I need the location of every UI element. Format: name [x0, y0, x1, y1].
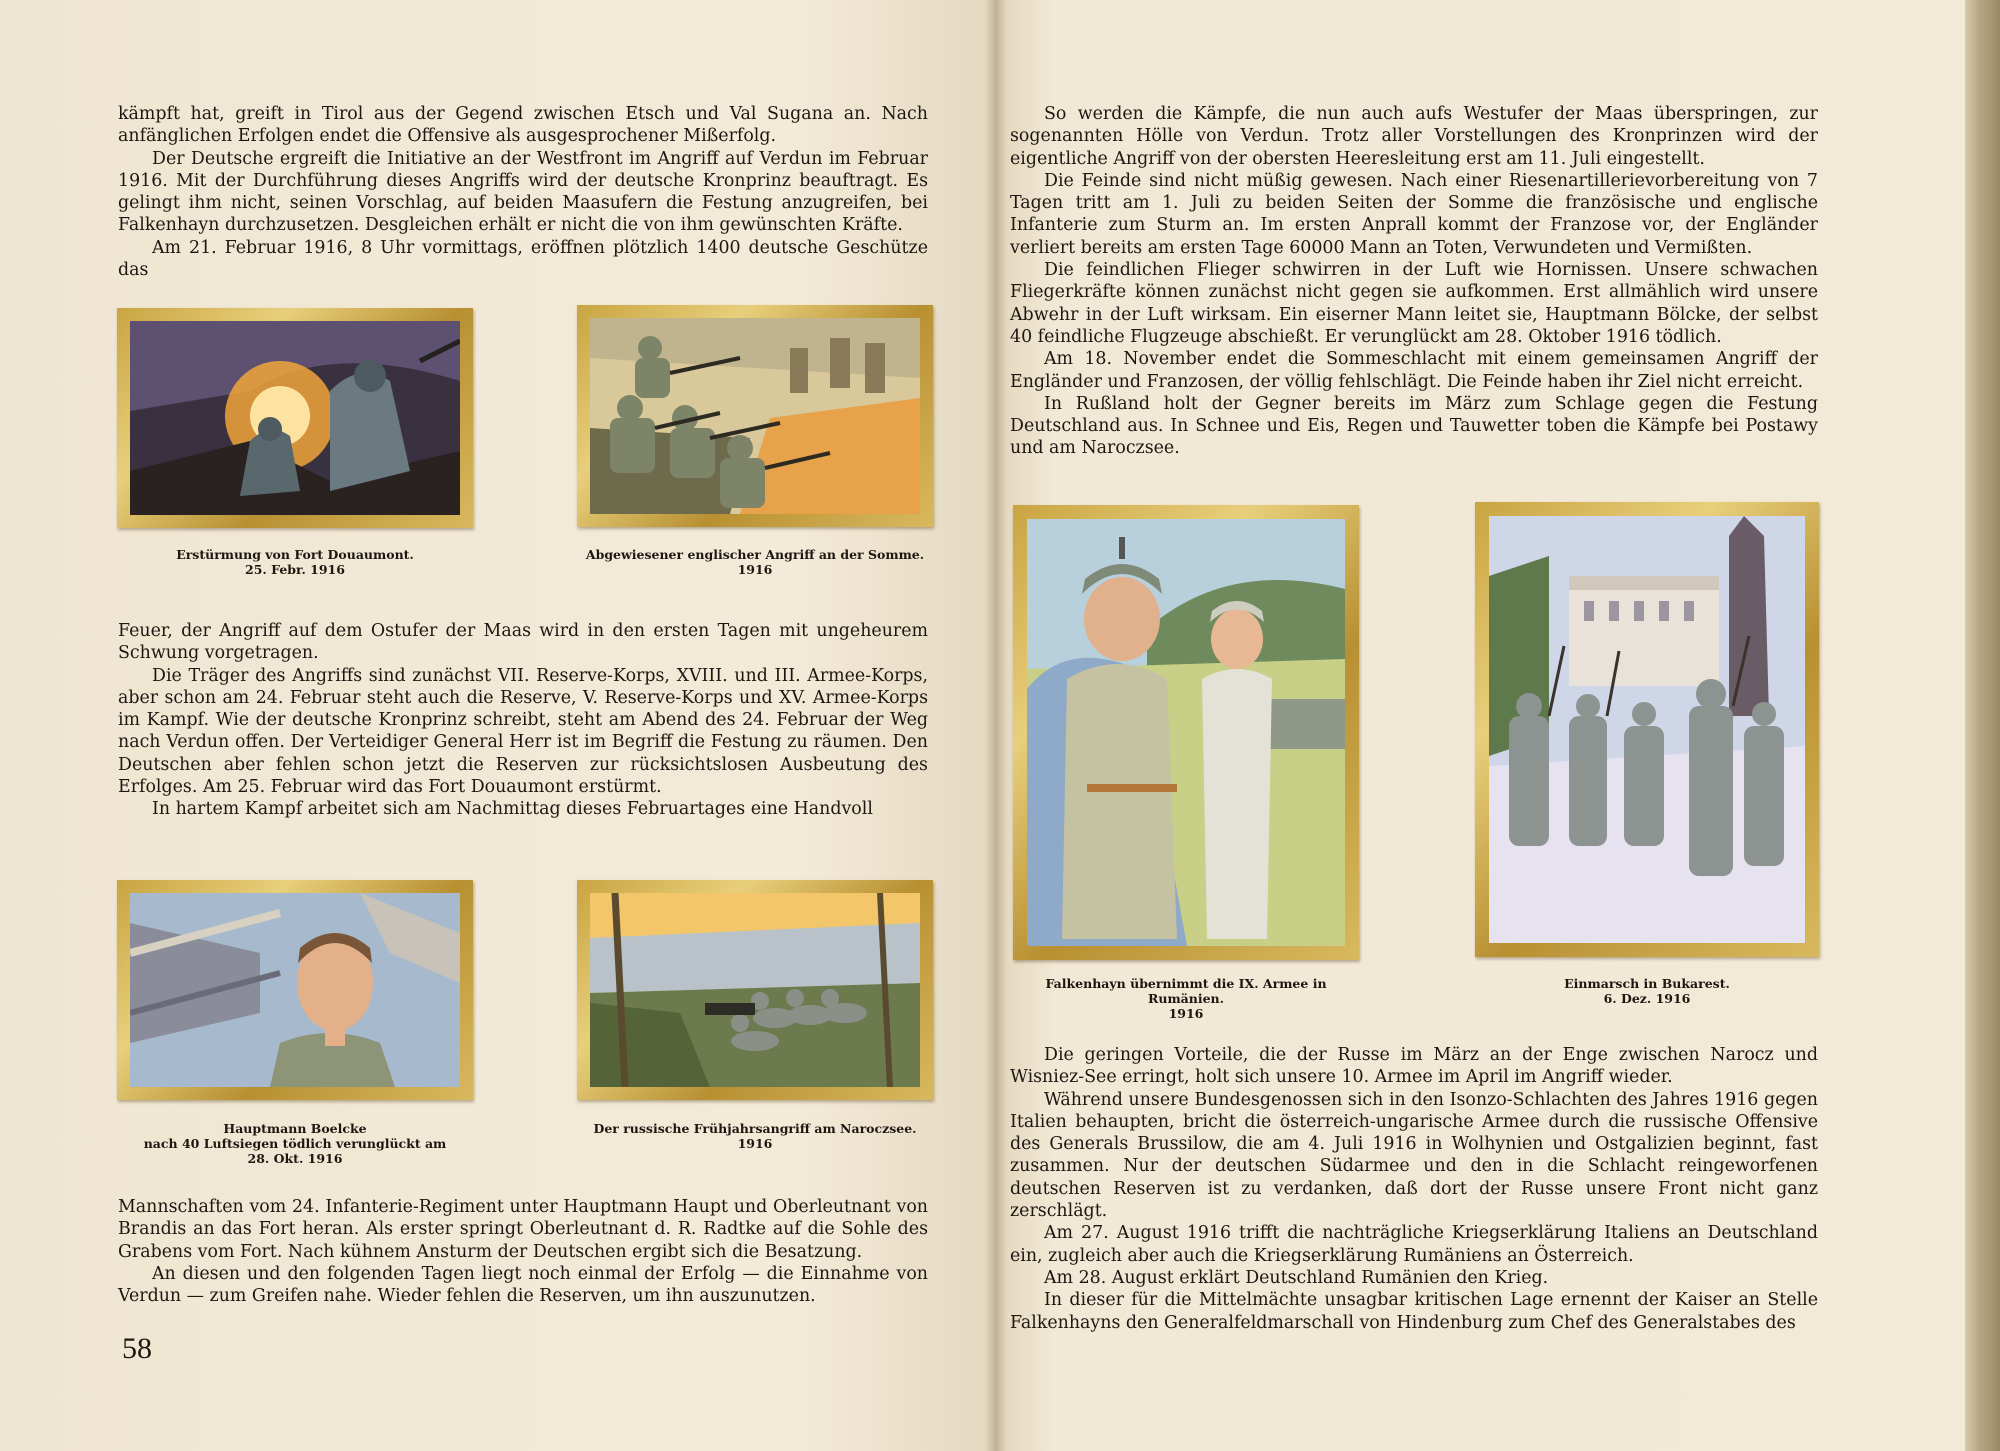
paragraph: Der Deutsche ergreift die Initiative an der Westfront im Angriff auf Verdun im Februar 1916. Mit der Durchführung dieses Angriffs wird der deutsche Kronprinz beauftragt. Es gelingt ihm nicht, seinen Vorschlag, auf beiden Maasufern die Festung anzugreifen, bei Falkenhayn durchzusetzen. Desgleichen erhält er nicht die von ihm gewünschten Kräfte. — [118, 148, 928, 236]
paragraph: Die feindlichen Flieger schwirren in der Luft wie Hornissen. Unsere schwachen Fliegerkräfte können zunächst nicht gegen sie aufkommen. Erst allmählich wird unsere Abwehr in der Luft wirksam. Ein eiserner Mann leitet sie, Hauptmann Bölcke, der selbst 40 feindliche Flugzeuge abschießt. Er verunglückt am 28. Oktober 1916 tödlich. — [1010, 260, 1818, 347]
caption-line: Der russische Frühjahrsangriff am Naroczsee. — [593, 1121, 917, 1136]
caption-bukarest — [1475, 976, 1819, 1006]
paragraph: Die Träger des Angriffs sind zunächst VII. Reserve-Korps, XVIII. und III. Armee-Korps, aber schon am 24. Februar steht auch die Reserve, V. Reserve-Korps und XV. Armee-Korps im Kampf. Wie der deutsche Kronprinz schreibt, steht am Abend des 24. Februar der Weg nach Verdun offen. Der Verteidiger General Herr ist im Begriff die Festung zu räumen. Den Deutschen aber fehlen schon jetzt die Reserven zur rücksichtslosen Ausbeutung des Erfolges. Am 25. Februar wird das Fort Douaumont erstürmt. — [118, 665, 928, 798]
caption-line: Abgewiesener englischer Angriff an der Somme. — [585, 547, 925, 562]
card-boelcke — [117, 880, 473, 1100]
right-text-block-2 — [1010, 1044, 1818, 1334]
illustration-boelcke-portrait — [130, 893, 460, 1087]
paragraph: Während unsere Bundesgenossen sich in den Isonzo-Schlachten des Jahres 1916 gegen Italien behaupten, bricht die österreich-ungarische Armee durch die russische Offensive des Generals Brussilow, die am 4. Juli 1916 in Wolhynien und Ostgalizien beginnt, fast zusammen. Nur der deutschen Südarmee und den in die Schlacht reingeworfenen deutschen Reserven ist zu verdanken, daß dort der Russe unsere Front nicht ganz zerschlägt. — [1010, 1089, 1818, 1222]
caption-line: 28. Okt. 1916 — [247, 1151, 343, 1166]
caption-naroczsee — [577, 1121, 933, 1151]
paragraph: Die Feinde sind nicht müßig gewesen. Nach einer Riesenartillerievorbereitung von 7 Tagen tritt am 1. Juli zu beiden Seiten der Somme die französische und englische Infanterie zum Sturm an. Im ersten Anprall kommt der Franzose vor, der Engländer verliert bereits am ersten Tage 60000 Mann an Toten, Verwundeten und Vermißten. — [1010, 170, 1818, 258]
right-page — [995, 0, 1965, 1451]
illustration-falkenhayn — [1027, 519, 1345, 946]
caption-line: 1916 — [737, 1136, 773, 1151]
caption-line: 1916 — [737, 562, 773, 577]
caption-falkenhayn — [1013, 976, 1359, 1021]
card-naroczsee — [577, 880, 933, 1100]
paragraph: In dieser für die Mittelmächte unsagbar kritischen Lage ernennt der Kaiser an Stelle Falkenhayns den Generalfeldmarschall von Hindenburg zum Chef des Generalstabes des — [1010, 1290, 1818, 1333]
paragraph: An diesen und den folgenden Tagen liegt noch einmal der Erfolg — die Einnahme von Verdun — zum Greifen nahe. Wieder fehlen die Reserven, um ihn auszunutzen. — [118, 1263, 928, 1307]
caption-line: Hauptmann Boelcke — [223, 1121, 367, 1136]
left-text-block-1 — [118, 103, 928, 281]
paragraph: In hartem Kampf arbeitet sich am Nachmittag dieses Februartages eine Handvoll — [152, 799, 873, 820]
paragraph: Feuer, der Angriff auf dem Ostufer der Maas wird in den ersten Tagen mit ungeheurem Schwung vorgetragen. — [118, 621, 928, 664]
book-gutter — [985, 0, 1007, 1451]
caption-boelcke — [117, 1121, 473, 1166]
caption-line: 25. Febr. 1916 — [245, 562, 345, 577]
page-number: 58 — [122, 1332, 152, 1365]
caption-fort-douaumont — [117, 547, 473, 577]
page-edge — [1965, 0, 2000, 1451]
illustration-somme-defence — [590, 318, 920, 514]
paragraph: Mannschaften vom 24. Infanterie-Regiment unter Hauptmann Haupt und Oberleutnant von Brandis an das Fort heran. Als erster springt Oberleutnant d. R. Radtke auf die Sohle des Grabens vom Fort. Nach kühnem Ansturm der Deutschen ergibt sich die Besatzung. — [118, 1197, 928, 1262]
paragraph: Am 27. August 1916 trifft die nachträgliche Kriegserklärung Italiens an Deutschland ein, zugleich aber auch die Kriegserklärung Rumäniens an Österreich. — [1010, 1223, 1818, 1266]
illustration-storming-fort — [130, 321, 460, 515]
caption-line: 6. Dez. 1916 — [1603, 991, 1691, 1006]
left-text-block-2 — [118, 620, 928, 821]
card-falkenhayn — [1013, 505, 1359, 960]
caption-line: Einmarsch in Bukarest. — [1564, 976, 1730, 991]
paragraph: Die geringen Vorteile, die der Russe im März an der Enge zwischen Narocz und Wisniez-See erringt, holt sich unsere 10. Armee im April im Angriff wieder. — [1010, 1045, 1818, 1088]
left-text-block-3 — [118, 1196, 928, 1307]
card-bukarest — [1475, 502, 1819, 957]
caption-line: Erstürmung von Fort Douaumont. — [176, 547, 414, 562]
illustration-naroczsee-attack — [590, 893, 920, 1087]
caption-line: Falkenhayn übernimmt die IX. Armee in Rumänien. — [1045, 976, 1327, 1006]
paragraph: Am 21. Februar 1916, 8 Uhr vormittags, eröffnen plötzlich 1400 deutsche Geschütze das — [118, 237, 928, 281]
paragraph: In Rußland holt der Gegner bereits im März zum Schlage gegen die Festung Deutschland aus. In Schnee und Eis, Regen und Tauwetter toben die Kämpfe bei Postawy und am Naroczsee. — [1010, 393, 1818, 459]
paragraph: So werden die Kämpfe, die nun auch aufs Westufer der Maas überspringen, zur sogenannten Hölle von Verdun. Trotz aller Vorstellungen des Kronprinzen wird der eigentliche Angriff von der obersten Heeresleitung erst am 11. Juli eingestellt. — [1010, 104, 1818, 169]
paragraph: Am 28. August erklärt Deutschland Rumänien den Krieg. — [1044, 1267, 1549, 1288]
left-page — [0, 0, 995, 1451]
caption-somme-attack — [577, 547, 933, 577]
paragraph: kämpft hat, greift in Tirol aus der Gegend zwischen Etsch und Val Sugana an. Nach anfänglichen Erfolgen endet die Offensive als ausgesprochener Mißerfolg. — [118, 104, 928, 147]
illustration-bukarest-entry — [1489, 516, 1805, 943]
paragraph: Am 18. November endet die Sommeschlacht mit einem gemeinsamen Angriff der Engländer und Franzosen, der völlig fehlschlägt. Die Feinde haben ihr Ziel nicht erreicht. — [1010, 349, 1818, 392]
right-text-block-1 — [1010, 103, 1818, 460]
card-somme-attack — [577, 305, 933, 527]
card-fort-douaumont — [117, 308, 473, 528]
caption-line: nach 40 Luftsiegen tödlich verunglückt am — [143, 1136, 447, 1151]
caption-line: 1916 — [1168, 1006, 1204, 1021]
